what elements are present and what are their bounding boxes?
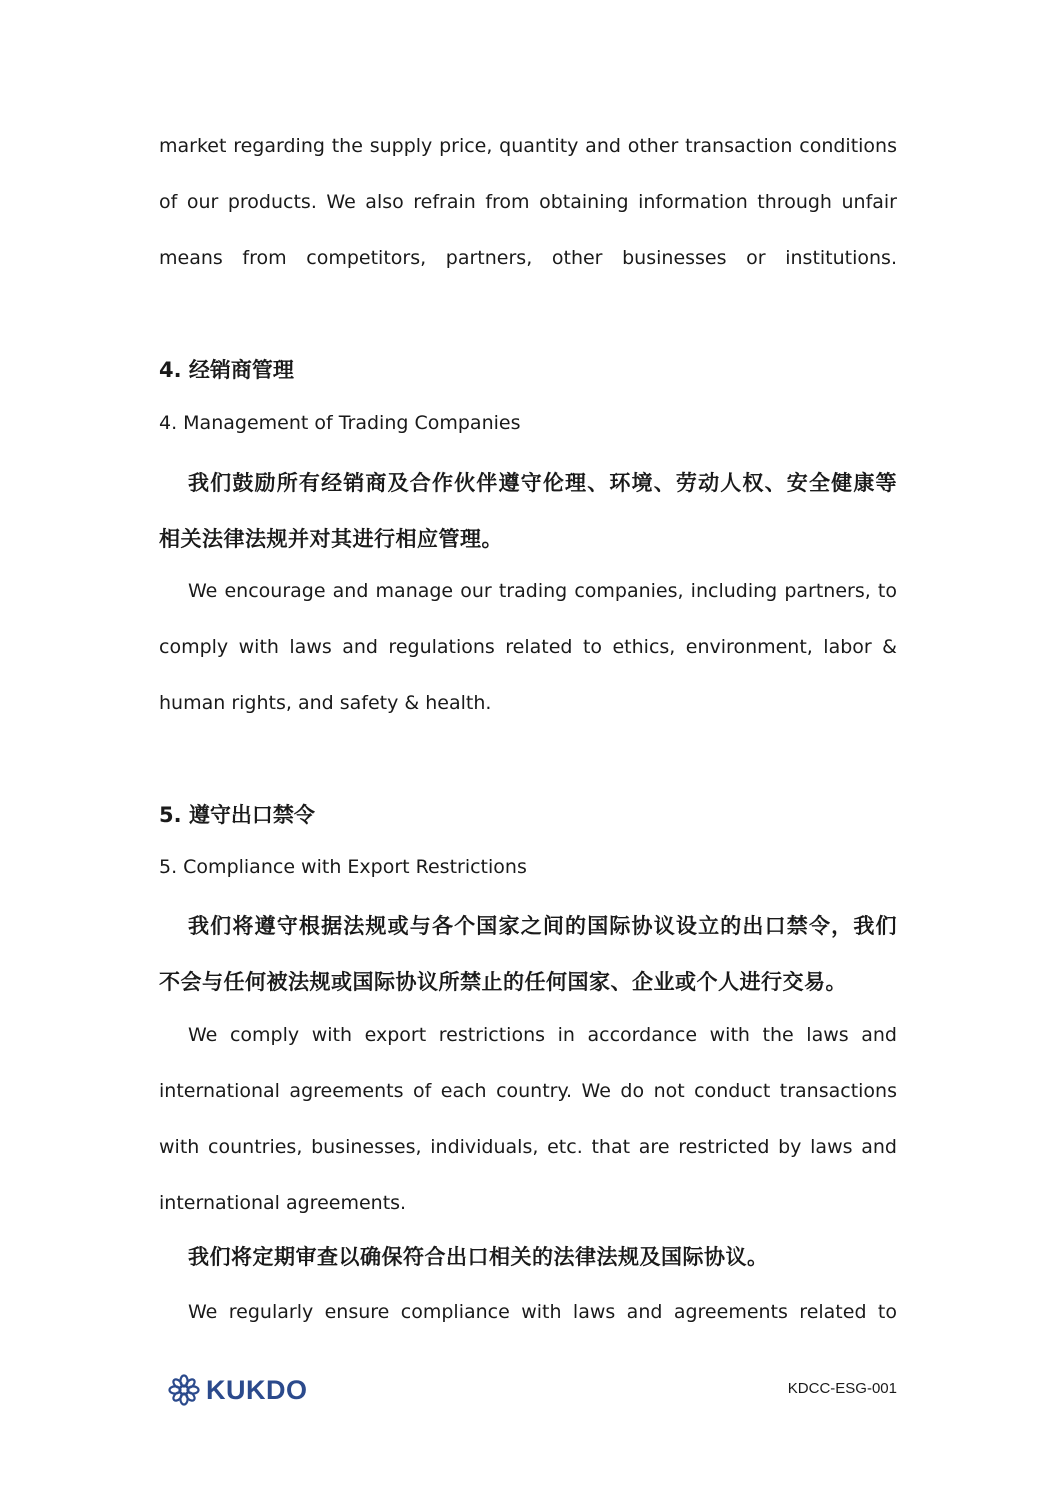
intro-paragraph: market regarding the supply price, quantity and other transaction conditions of our products. We also refrain from obtaining information through unfair means from competitors, partners, other businesses or institutions. [159, 135, 897, 269]
document-code: KDCC-ESG-001 [787, 1380, 897, 1397]
section-5-body-en-1: We comply with export restrictions in accordance with the laws and international agreements of each country. We do not conduct transactions with countries, businesses, individuals, etc. that are restricted by laws and international agreements. [159, 1024, 897, 1214]
section-5-heading-cn: 5. 遵守出口禁令 [159, 803, 315, 827]
logo-wordmark: KUKDO [206, 1374, 308, 1405]
kukdo-flower-icon [168, 1374, 200, 1406]
section-5-heading-en: 5. Compliance with Export Restrictions [159, 856, 527, 878]
section-5-body-cn-1: 我们将遵守根据法规或与各个国家之间的国际协议设立的出口禁令，我们不会与任何被法规或国际协议所禁止的任何国家、企业或个人进行交易。 [159, 914, 897, 994]
section-4-body-en: We encourage and manage our trading companies, including partners, to comply with laws and regulations related to ethics, environment, labor & human rights, and safety & health. [159, 580, 897, 714]
section-5-body-en-2: We regularly ensure compliance with laws and agreements related to [188, 1301, 897, 1323]
section-4-heading-cn: 4. 经销商管理 [159, 358, 294, 382]
section-5-body-cn-2: 我们将定期审查以确保符合出口相关的法律法规及国际协议。 [188, 1245, 769, 1269]
kukdo-logo [168, 1372, 308, 1408]
section-4-heading-en: 4. Management of Trading Companies [159, 412, 521, 434]
section-4-body-cn: 我们鼓励所有经销商及合作伙伴遵守伦理、环境、劳动人权、安全健康等相关法律法规并对其进行相应管理。 [159, 471, 897, 551]
